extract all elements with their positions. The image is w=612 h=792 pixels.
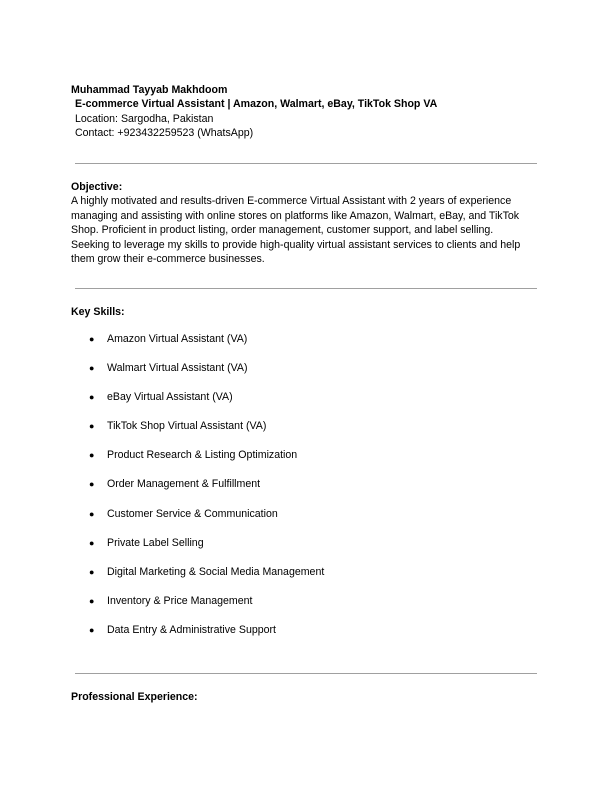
section-divider bbox=[75, 673, 537, 674]
headline: E-commerce Virtual Assistant | Amazon, Walmart, eBay, TikTok Shop VA bbox=[75, 98, 438, 110]
skills-heading: Key Skills: bbox=[71, 306, 125, 318]
objective-line: Shop. Proficient in product listing, order management, customer support, and label selling. bbox=[71, 224, 494, 237]
objective-paragraph bbox=[71, 194, 541, 267]
skill-label: Order Management & Fulfillment bbox=[107, 478, 261, 491]
bullet-icon: ● bbox=[89, 334, 95, 344]
bullet-icon: ● bbox=[89, 392, 95, 403]
bullet-icon: ● bbox=[89, 363, 95, 374]
objective-line: managing and assisting with online stores on platforms like Amazon, Walmart, eBay, and TikTok bbox=[71, 209, 520, 222]
objective-line: A highly motivated and results-driven E-commerce Virtual Assistant with 2 years of experience bbox=[71, 195, 512, 207]
objective-line: Seeking to leverage my skills to provide high-quality virtual assistant services to clients and help bbox=[71, 238, 521, 251]
candidate-name: Muhammad Tayyab Makhdoom bbox=[71, 84, 228, 96]
bullet-icon: ● bbox=[89, 537, 95, 548]
skill-label: Private Label Selling bbox=[107, 536, 204, 549]
objective-heading: Objective: bbox=[71, 181, 123, 193]
skill-label: Digital Marketing & Social Media Management bbox=[107, 565, 325, 578]
bullet-icon: ● bbox=[89, 566, 95, 577]
bullet-icon: ● bbox=[89, 479, 95, 490]
skill-label: eBay Virtual Assistant (VA) bbox=[107, 391, 233, 404]
experience-heading: Professional Experience: bbox=[71, 691, 198, 703]
skill-label: Product Research & Listing Optimization bbox=[107, 449, 298, 462]
location-line: Location: Sargodha, Pakistan bbox=[75, 113, 214, 125]
skill-label: Inventory & Price Management bbox=[107, 594, 253, 607]
section-divider bbox=[75, 288, 537, 289]
skill-label: Customer Service & Communication bbox=[107, 507, 278, 520]
bullet-icon: ● bbox=[89, 421, 95, 432]
bullet-icon: ● bbox=[89, 624, 95, 635]
skill-label: TikTok Shop Virtual Assistant (VA) bbox=[107, 420, 267, 433]
skill-label: Amazon Virtual Assistant (VA) bbox=[107, 333, 248, 345]
bullet-icon: ● bbox=[89, 508, 95, 519]
section-divider bbox=[75, 163, 537, 164]
skill-label: Walmart Virtual Assistant (VA) bbox=[107, 362, 248, 375]
bullet-icon: ● bbox=[89, 450, 95, 461]
objective-line: them grow their e-commerce businesses. bbox=[71, 253, 265, 266]
bullet-icon: ● bbox=[89, 595, 95, 606]
contact-line: Contact: +923432259523 (WhatsApp) bbox=[75, 127, 254, 139]
skill-label: Data Entry & Administrative Support bbox=[107, 623, 276, 636]
